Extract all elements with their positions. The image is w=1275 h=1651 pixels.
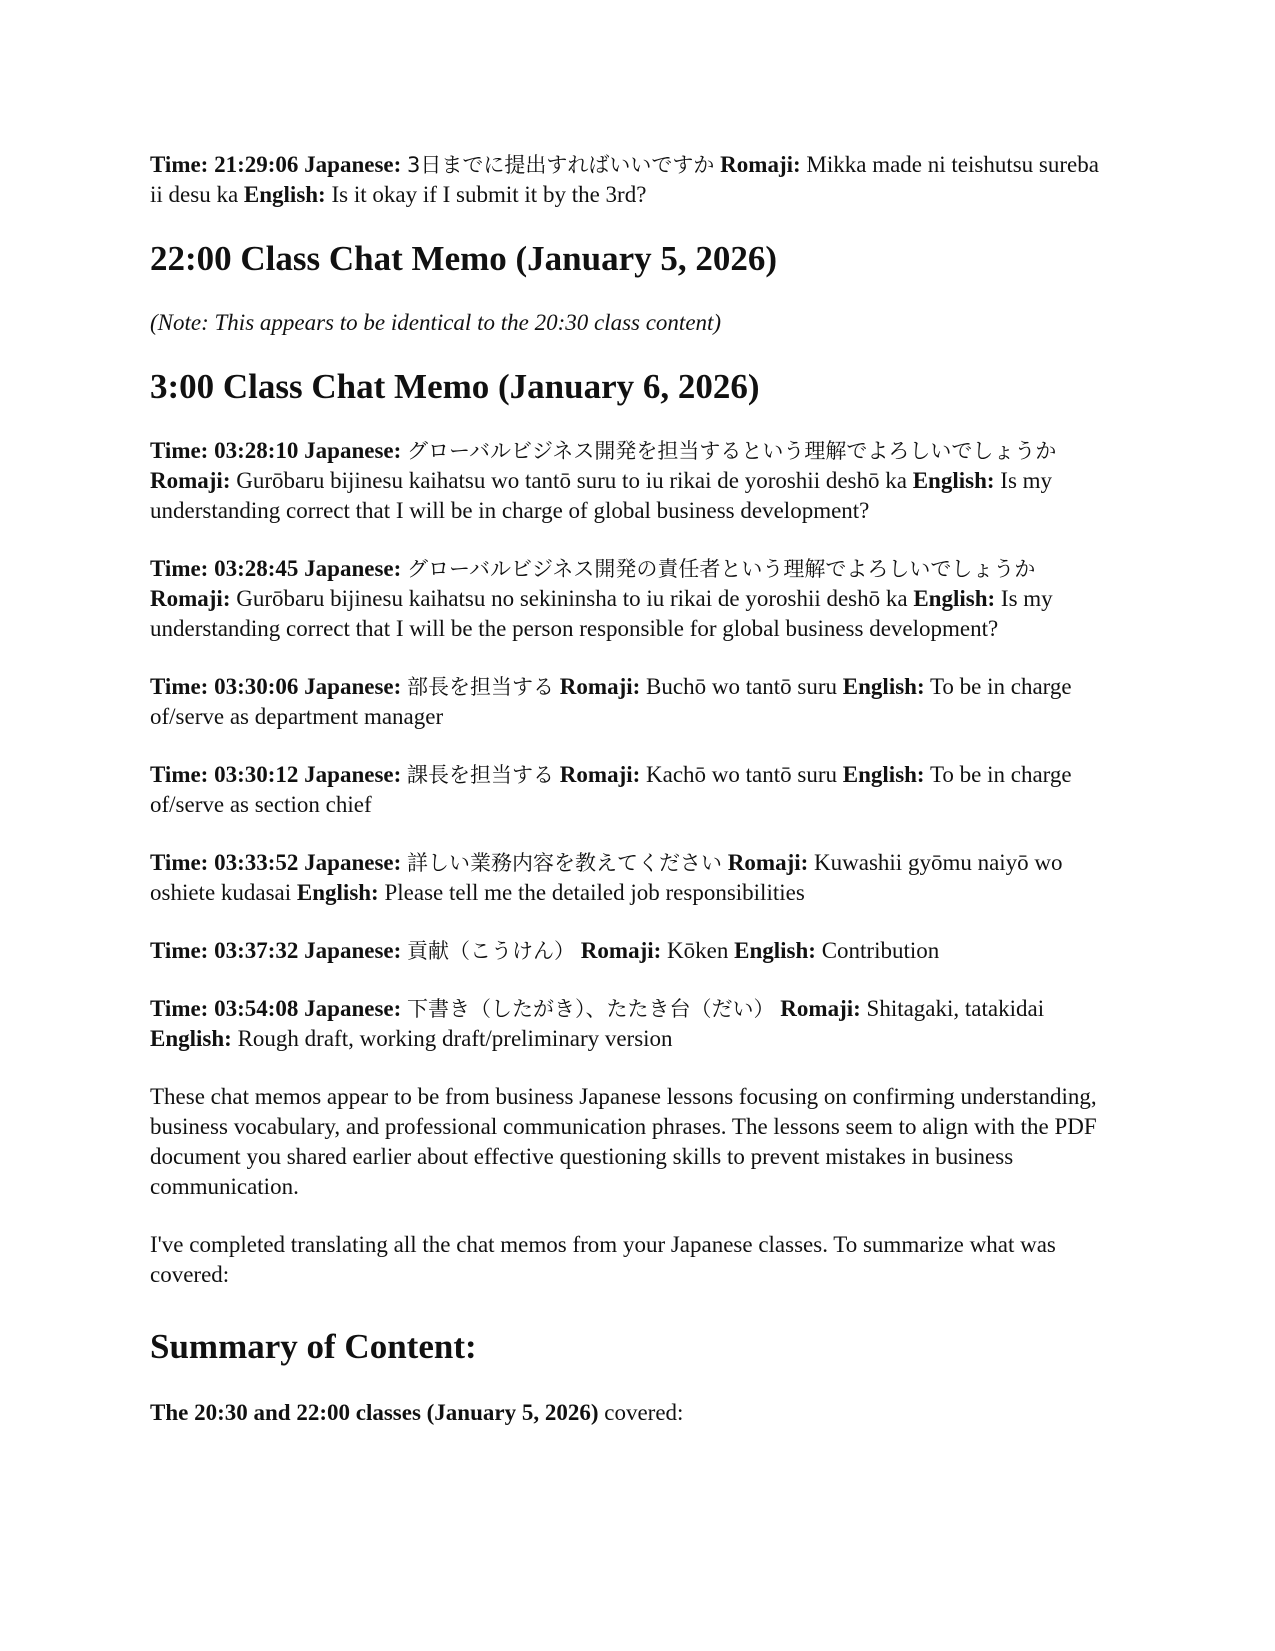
romaji-text: Mikka made ni teishutsu sureba ii desu ka	[150, 152, 1099, 207]
japanese-text: 貢献（こうけん）	[407, 939, 576, 963]
english-label: English:	[912, 468, 995, 493]
english-label: English:	[150, 1026, 232, 1051]
time-value: 03:33:52	[214, 850, 299, 875]
chat-entry	[150, 848, 1110, 908]
time-label: Time:	[150, 762, 209, 787]
summary-heading: Summary of Content:	[150, 1327, 477, 1366]
time-label: Time:	[150, 996, 209, 1021]
chat-entry	[150, 994, 1110, 1054]
time-value: 03:30:06	[214, 674, 299, 699]
body-paragraph: These chat memos appear to be from business Japanese lessons focusing on confirming understanding, business vocabulary, and professional communication phrases. The lessons seem to align with the PDF document you shared earlier about effective questioning skills to prevent mistakes in business communication.	[150, 1084, 1097, 1199]
japanese-label: Japanese:	[304, 996, 402, 1021]
japanese-label: Japanese:	[304, 762, 402, 787]
time-label: Time:	[150, 556, 209, 581]
time-label: Time:	[150, 152, 209, 177]
time-label: Time:	[150, 674, 209, 699]
time-value: 03:28:45	[214, 556, 299, 581]
romaji-text: Gurōbaru bijinesu kaihatsu wo tantō suru to iu rikai de yoroshii deshō ka	[236, 468, 907, 493]
english-text: Please tell me the detailed job responsibilities	[384, 880, 805, 905]
japanese-text: グローバルビジネス開発を担当するという理解でよろしいでしょうか	[407, 439, 1057, 463]
japanese-label: Japanese:	[304, 438, 402, 463]
japanese-label: Japanese:	[304, 850, 402, 875]
romaji-text: Gurōbaru bijinesu kaihatsu no sekininsha to iu rikai de yoroshii deshō ka	[236, 586, 908, 611]
section-heading-0300: 3:00 Class Chat Memo (January 6, 2026)	[150, 367, 760, 406]
romaji-text: Kachō wo tantō suru	[646, 762, 838, 787]
english-label: English:	[296, 880, 379, 905]
time-value: 03:30:12	[214, 762, 299, 787]
english-label: English:	[913, 586, 996, 611]
summary-lead	[150, 1398, 1110, 1428]
english-text: To be in charge of/serve as section chief	[150, 762, 1072, 817]
body-paragraph: I've completed translating all the chat memos from your Japanese classes. To summarize what was covered:	[150, 1232, 1056, 1287]
english-label: English:	[243, 182, 326, 207]
romaji-label: Romaji:	[559, 674, 641, 699]
chat-entry	[150, 760, 1110, 820]
summary-lead-bold: The 20:30 and 22:00 classes (January 5, 2026)	[150, 1400, 599, 1425]
romaji-text: Kuwashii gyōmu naiyō wo oshiete kudasai	[150, 850, 1063, 905]
romaji-text: Kōken	[667, 938, 729, 963]
time-label: Time:	[150, 438, 209, 463]
japanese-label: Japanese:	[304, 556, 402, 581]
time-label: Time:	[150, 850, 209, 875]
japanese-text: 3日までに提出すればいいですか	[407, 153, 715, 177]
japanese-label: Japanese:	[304, 674, 402, 699]
time-value: 03:54:08	[214, 996, 299, 1021]
english-label: English:	[842, 674, 925, 699]
chat-entry	[150, 554, 1110, 644]
english-text: Is my understanding correct that I will be in charge of global business development?	[150, 468, 1053, 523]
english-text: To be in charge of/serve as department manager	[150, 674, 1072, 729]
japanese-text: 課長を担当する	[407, 763, 555, 787]
chat-entry	[150, 936, 1110, 966]
japanese-label: Japanese:	[304, 152, 402, 177]
time-value: 03:28:10	[214, 438, 299, 463]
japanese-text: 部長を担当する	[407, 675, 555, 699]
document-page	[150, 150, 1110, 1428]
time-value: 21:29:06	[214, 152, 299, 177]
romaji-label: Romaji:	[559, 762, 641, 787]
english-text: Is my understanding correct that I will be the person responsible for global business development?	[150, 586, 1053, 641]
japanese-text: 詳しい業務内容を教えてください	[407, 851, 723, 875]
japanese-text: グローバルビジネス開発の責任者という理解でよろしいでしょうか	[407, 557, 1036, 581]
romaji-text: Buchō wo tantō suru	[646, 674, 838, 699]
romaji-label: Romaji:	[727, 850, 809, 875]
chat-entry	[150, 672, 1110, 732]
romaji-label: Romaji:	[780, 996, 861, 1021]
section-note: (Note: This appears to be identical to the 20:30 class content)	[150, 310, 722, 335]
summary-lead-rest: covered:	[598, 1400, 684, 1425]
english-label: English:	[734, 938, 816, 963]
chat-entry	[150, 436, 1110, 526]
chat-entry	[150, 150, 1110, 210]
romaji-label: Romaji:	[720, 152, 801, 177]
english-text: Is it okay if I submit it by the 3rd?	[331, 182, 647, 207]
romaji-label: Romaji:	[150, 468, 231, 493]
english-text: Rough draft, working draft/preliminary version	[237, 1026, 673, 1051]
japanese-label: Japanese:	[304, 938, 402, 963]
romaji-text: Shitagaki, tatakidai	[866, 996, 1045, 1021]
english-text: Contribution	[821, 938, 940, 963]
romaji-label: Romaji:	[150, 586, 231, 611]
english-label: English:	[842, 762, 925, 787]
section-heading-2200: 22:00 Class Chat Memo (January 5, 2026)	[150, 239, 778, 278]
romaji-label: Romaji:	[580, 938, 662, 963]
japanese-text: 下書き（したがき）、たたき台（だい）	[407, 997, 775, 1021]
time-label: Time:	[150, 938, 209, 963]
time-value: 03:37:32	[214, 938, 299, 963]
